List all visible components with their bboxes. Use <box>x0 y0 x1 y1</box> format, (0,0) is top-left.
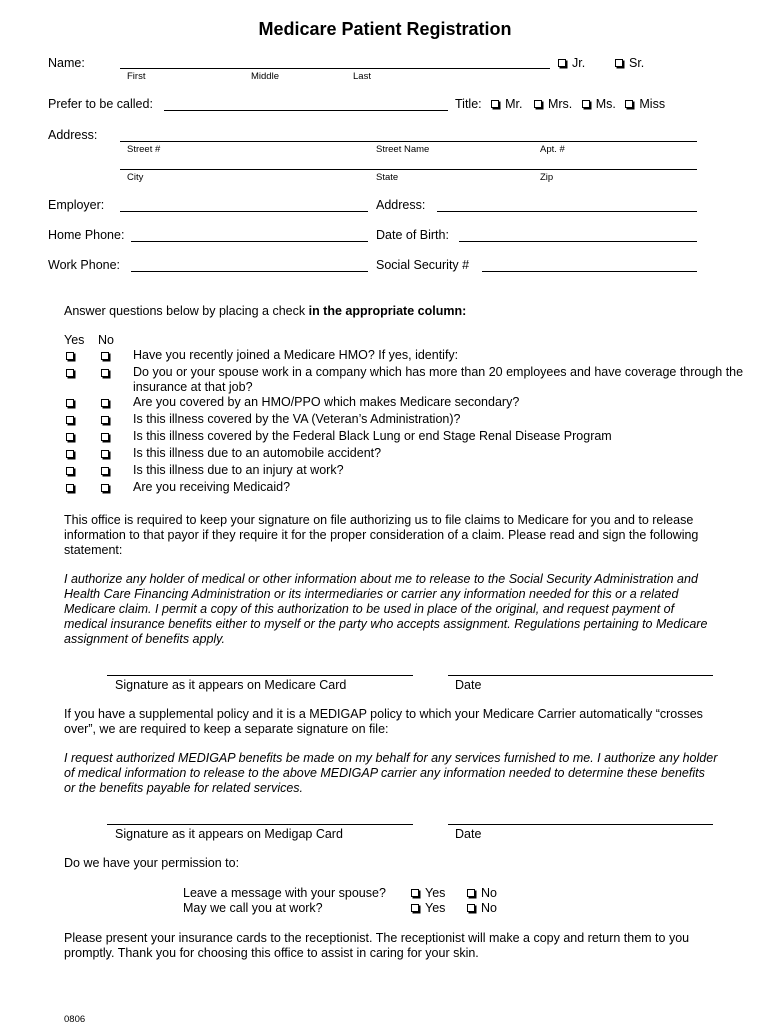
no-checkbox[interactable] <box>101 450 109 458</box>
ssn-field[interactable] <box>482 271 697 272</box>
question-text: Is this illness due to an injury at work? <box>133 463 344 477</box>
title-ms-option[interactable] <box>582 97 616 111</box>
sr-label: Sr. <box>629 56 645 70</box>
city-caption: City <box>127 172 144 183</box>
title-options <box>455 97 665 111</box>
no-checkbox[interactable] <box>101 433 109 441</box>
ssn-label: Social Security # <box>376 258 470 272</box>
spouse-message-label: Leave a message with your spouse? <box>183 886 386 900</box>
preferred-name-field[interactable] <box>164 110 448 111</box>
medicare-signature-label: Signature as it appears on Medicare Card <box>115 678 347 692</box>
instructions-text: Answer questions below by placing a check <box>64 304 309 318</box>
work-phone-field[interactable] <box>131 271 368 272</box>
spouse-no-label: No <box>481 886 497 900</box>
question-text: Have you recently joined a Medicare HMO? If yes, identify: <box>133 348 459 362</box>
zip-caption: Zip <box>540 172 554 183</box>
name-field[interactable] <box>120 68 550 69</box>
city-state-zip-field[interactable] <box>120 169 697 170</box>
medigap-signature-label: Signature as it appears on Medigap Card <box>115 827 343 841</box>
no-checkbox[interactable] <box>101 399 109 407</box>
question-text: Are you covered by an HMO/PPO which makes Medicare secondary? <box>133 395 520 409</box>
mr-checkbox[interactable] <box>491 100 499 108</box>
street-address-field[interactable] <box>120 141 697 142</box>
no-checkbox[interactable] <box>101 416 109 424</box>
yes-checkbox[interactable] <box>66 450 74 458</box>
question-text: Are you receiving Medicaid? <box>133 480 291 494</box>
no-checkbox[interactable] <box>101 369 109 377</box>
yes-checkbox[interactable] <box>66 352 74 360</box>
first-name-caption: First <box>127 71 146 82</box>
yes-checkbox[interactable] <box>66 433 74 441</box>
question-text: Is this illness covered by the VA (Veteran’s Administration)? <box>133 412 461 426</box>
spouse-no-option[interactable] <box>467 886 497 900</box>
work-yes-checkbox[interactable] <box>411 904 419 912</box>
address-label: Address: <box>48 128 98 142</box>
ms-label: Ms. <box>595 97 616 111</box>
mrs-checkbox[interactable] <box>534 100 542 108</box>
suffix-jr-option[interactable] <box>558 56 585 70</box>
name-label: Name: <box>48 56 85 70</box>
instructions-emphasis: in the appropriate column: <box>308 304 467 318</box>
work-no-checkbox[interactable] <box>467 904 475 912</box>
employer-label: Employer: <box>48 198 105 212</box>
medigap-authorization: I request authorized MEDIGAP benefits be made on my behalf for any services furnished to me. I authorize any holder of medical information to release to the above MEDIGAP carrier any information needed to determine these benefits or the benefits payable for related services. <box>64 751 718 795</box>
yes-checkbox[interactable] <box>66 416 74 424</box>
yes-column-header: Yes <box>64 333 85 347</box>
yes-checkbox[interactable] <box>66 369 74 377</box>
employer-address-label: Address: <box>376 198 426 212</box>
medicare-date-field[interactable] <box>448 675 713 676</box>
work-yes-option[interactable] <box>411 901 445 915</box>
title-mr-option[interactable] <box>491 97 522 111</box>
title-miss-option[interactable] <box>625 97 665 111</box>
yes-checkbox[interactable] <box>66 399 74 407</box>
work-no-label: No <box>481 901 497 915</box>
title-label: Title: <box>455 97 482 111</box>
medigap-signature-field[interactable] <box>107 824 413 825</box>
call-at-work-label: May we call you at work? <box>183 901 323 915</box>
mr-label: Mr. <box>505 97 523 111</box>
employer-address-field[interactable] <box>437 211 697 212</box>
state-caption: State <box>376 172 399 183</box>
no-checkbox[interactable] <box>101 484 109 492</box>
prefer-label: Prefer to be called: <box>48 97 153 111</box>
yes-checkbox[interactable] <box>66 484 74 492</box>
home-phone-label: Home Phone: <box>48 228 125 242</box>
jr-label: Jr. <box>572 56 586 70</box>
last-name-caption: Last <box>353 71 371 82</box>
instructions <box>64 304 466 318</box>
question-text: Do you or your spouse work in a company which has more than 20 employees and have coverage through the insurance at that job? <box>133 365 744 394</box>
medigap-date-field[interactable] <box>448 824 713 825</box>
spouse-no-checkbox[interactable] <box>467 889 475 897</box>
medicare-date-label: Date <box>455 678 482 692</box>
medicare-signature-field[interactable] <box>107 675 413 676</box>
street-num-caption: Street # <box>127 144 161 155</box>
no-checkbox[interactable] <box>101 352 109 360</box>
no-column-header: No <box>98 333 114 347</box>
work-yes-label: Yes <box>425 901 446 915</box>
no-checkbox[interactable] <box>101 467 109 475</box>
miss-checkbox[interactable] <box>625 100 633 108</box>
spouse-yes-option[interactable] <box>411 886 445 900</box>
employer-field[interactable] <box>120 211 368 212</box>
spouse-yes-checkbox[interactable] <box>411 889 419 897</box>
middle-name-caption: Middle <box>251 71 279 82</box>
medigap-date-label: Date <box>455 827 482 841</box>
spouse-yes-label: Yes <box>425 886 446 900</box>
dob-field[interactable] <box>459 241 697 242</box>
title-mrs-option[interactable] <box>534 97 572 111</box>
form-code: 0806 <box>64 1014 86 1025</box>
dob-label: Date of Birth: <box>376 228 449 242</box>
question-text: Is this illness covered by the Federal Black Lung or end Stage Renal Disease Program <box>133 429 612 443</box>
ms-checkbox[interactable] <box>582 100 590 108</box>
question-text: Is this illness due to an automobile accident? <box>133 446 382 460</box>
miss-label: Miss <box>639 97 666 111</box>
work-phone-label: Work Phone: <box>48 258 121 272</box>
yes-checkbox[interactable] <box>66 467 74 475</box>
jr-checkbox[interactable] <box>558 59 566 67</box>
permission-question: Do we have your permission to: <box>64 856 240 870</box>
form-title: Medicare Patient Registration <box>258 19 512 39</box>
suffix-sr-option[interactable] <box>615 56 644 70</box>
closing-text: Please present your insurance cards to the receptionist. The receptionist will make a copy and return them to you promptly. Thank you for choosing this office to assist in caring for your skin. <box>64 931 690 960</box>
sr-checkbox[interactable] <box>615 59 623 67</box>
home-phone-field[interactable] <box>131 241 368 242</box>
work-no-option[interactable] <box>467 901 497 915</box>
street-name-caption: Street Name <box>376 144 430 155</box>
medigap-statement: If you have a supplemental policy and it is a MEDIGAP policy to which your Medicare Carrier automatically “crosses over”, we are required to keep a separate signature on file: <box>64 707 703 736</box>
mrs-label: Mrs. <box>547 97 573 111</box>
authorization-text: I authorize any holder of medical or other information about me to release to the Social Security Administration and Health Care Financing Administration or its intermediaries or carrier any information needed for this or a related Medicare claim. I permit a copy of this authorization to be used in place of the original, and request payment of medical insurance benefits either to myself or the party who accepts assignment. Regulations pertaining to Medicare assignment of benefits apply. <box>64 572 708 646</box>
signature-statement: This office is required to keep your signature on file authorizing us to file claims to Medicare for you and to release information to that payor if they require it for the proper consideration of a claim. Please read and sign the following statement: <box>64 513 699 557</box>
apt-caption: Apt. # <box>540 144 565 155</box>
